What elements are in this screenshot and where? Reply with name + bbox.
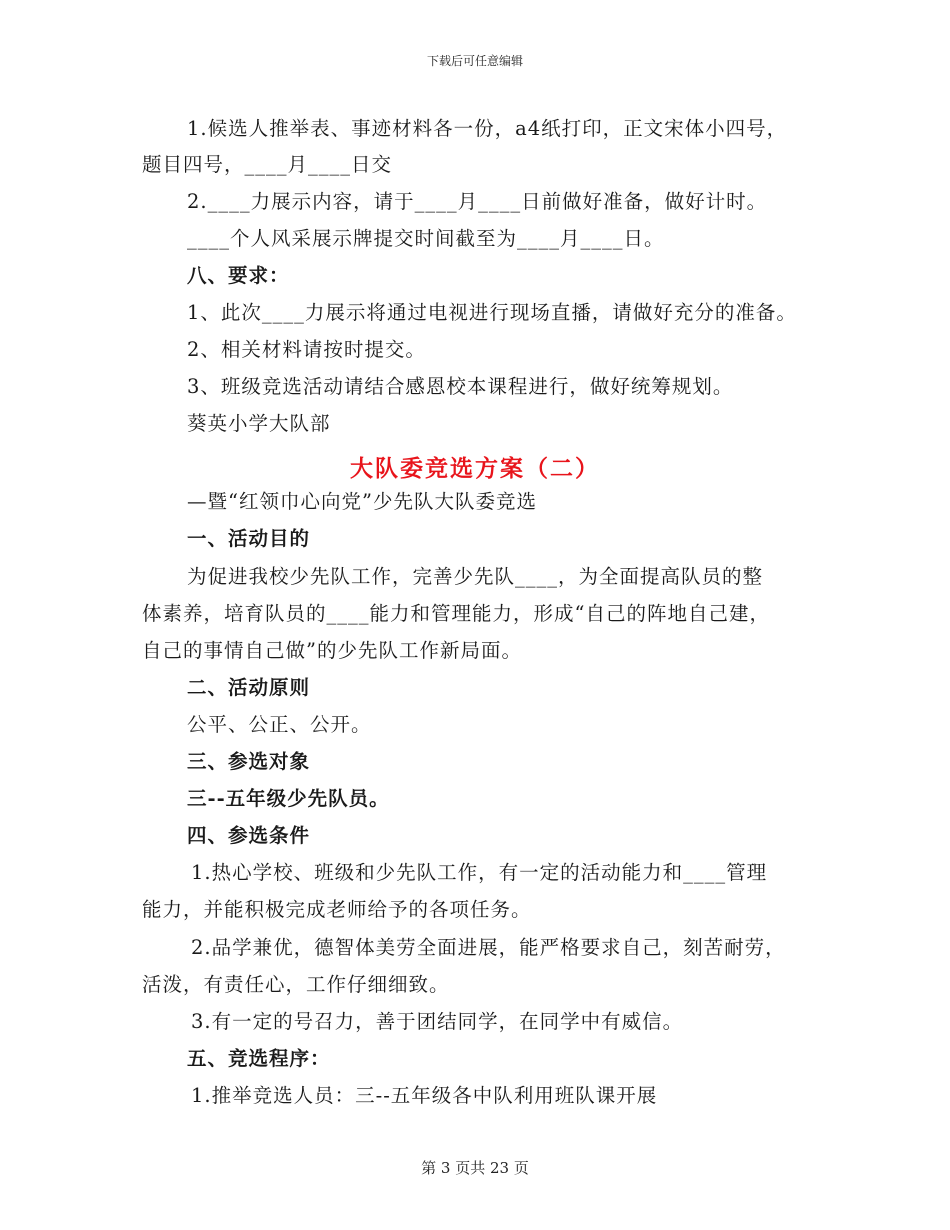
text-line: 自己的事情自己做”的少先队工作新局面。 <box>142 639 522 662</box>
text-line: 1.候选人推举表、事迹材料各一份，a4纸打印，正文宋体小四号， <box>187 117 788 140</box>
section-heading: 五、竞选程序： <box>187 1047 331 1070</box>
text-line: 1、此次____力展示将通过电视进行现场直播，请做好充分的准备。 <box>187 301 797 324</box>
section-heading: 一、活动目的 <box>187 527 311 550</box>
section-heading: 三、参选对象 <box>187 750 311 773</box>
text-line: 2、相关材料请按时提交。 <box>187 338 426 361</box>
text-line: 题目四号，____月____日交 <box>142 153 393 176</box>
section-heading: 八、要求： <box>187 264 290 287</box>
text-line: 1.推举竞选人员：三--五年级各中队利用班队课开展 <box>191 1084 658 1107</box>
text-line: 葵英小学大队部 <box>187 412 331 435</box>
text-line: 能力，并能积极完成老师给予的各项任务。 <box>142 898 532 921</box>
text-line: 三--五年级少先队员。 <box>187 787 390 810</box>
document-title: 大队委竞选方案（二） <box>350 456 600 482</box>
text-line: 1.热心学校、班级和少先队工作，有一定的活动能力和____管理 <box>191 861 768 884</box>
section-heading: 二、活动原则 <box>187 676 311 699</box>
subtitle: —暨“红领巾心向党”少先队大队委竞选 <box>187 490 537 513</box>
text-line: 3、班级竞选活动请结合感恩校本课程进行，做好统筹规划。 <box>187 375 734 398</box>
page-header: 下载后可任意编辑 <box>426 54 523 68</box>
text-line: 体素养，培育队员的____能力和管理能力，形成“自己的阵地自己建， <box>142 602 770 625</box>
text-line: ____个人风采展示牌提交时间截至为____月____日。 <box>187 227 665 250</box>
text-line: 为促进我校少先队工作，完善少先队____，为全面提高队员的整 <box>187 565 764 588</box>
text-line: 活泼，有责任心，工作仔细细致。 <box>142 973 450 996</box>
text-line: 2.品学兼优，德智体美劳全面进展，能严格要求自己，刻苦耐劳， <box>191 936 786 959</box>
text-line: 2.____力展示内容，请于____月____日前做好准备，做好计时。 <box>187 190 768 213</box>
section-heading: 四、参选条件 <box>187 824 311 847</box>
text-line: 3.有一定的号召力，善于团结同学，在同学中有威信。 <box>191 1010 684 1033</box>
page-footer: 第 3 页共 23 页 <box>421 1159 529 1177</box>
text-line: 公平、公正、公开。 <box>187 713 372 736</box>
